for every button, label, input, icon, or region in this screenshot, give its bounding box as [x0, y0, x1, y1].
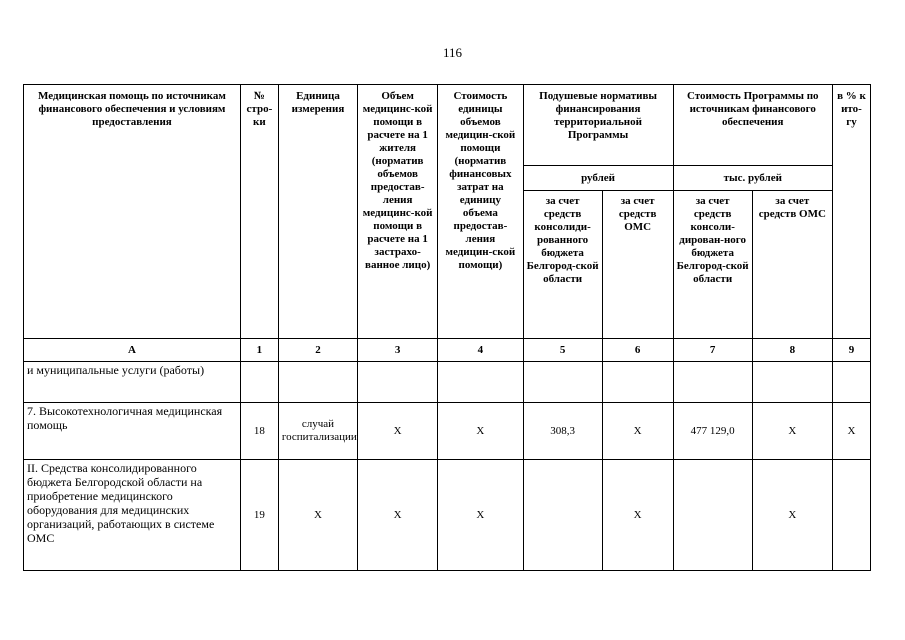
- table-row: [24, 403, 871, 460]
- header-program-cost-group: Стоимость Программы по источникам финансового обеспечения: [673, 85, 832, 166]
- row-program-budget: [673, 362, 752, 403]
- row-volume: Х: [358, 403, 438, 460]
- row-program-oms: [752, 362, 832, 403]
- row-name: 7. Высокотехнологичная медицинская помощь: [24, 403, 241, 460]
- row-per-capita-budget: [523, 460, 602, 571]
- table-row: [24, 460, 871, 571]
- column-number-row: [24, 339, 871, 362]
- column-number: 5: [523, 339, 602, 362]
- column-number: 1: [240, 339, 278, 362]
- column-number: 3: [358, 339, 438, 362]
- header-per-capita-oms: за счет средств ОМС: [602, 191, 673, 339]
- row-program-oms: Х: [752, 403, 832, 460]
- column-number: 7: [673, 339, 752, 362]
- row-volume: [358, 362, 438, 403]
- header-program-budget: за счет средств консоли-дирован-ного бюджета Белгород-ской области: [673, 191, 752, 339]
- header-volume: Объем медицинс-кой помощи в расчете на 1 жителя (норматив объемов предостав-ления медицинс-кой помощи в расчете на 1 застрахо-ванное лицо): [358, 85, 438, 339]
- header-unit: Единица измерения: [278, 85, 357, 339]
- header-medical-care: Медицинская помощь по источникам финансового обеспечения и условиям предоставления: [24, 85, 241, 339]
- table-row: [24, 362, 871, 403]
- row-per-capita-oms: [602, 362, 673, 403]
- column-number: А: [24, 339, 241, 362]
- row-name: II. Средства консолидированного бюджета Белгородской области на приобретение медицинского оборудования для медицинских организаций, работающих в системе ОМС: [24, 460, 241, 571]
- row-program-oms: Х: [752, 460, 832, 571]
- header-line-number: № стро-ки: [240, 85, 278, 339]
- header-percent: в % к ито-гу: [832, 85, 870, 339]
- header-unit-thous-rub: тыс. рублей: [673, 166, 832, 191]
- header-unit-cost: Стоимость единицы объемов медицин-ской помощи (норматив финансовых затрат на единицу объема предостав-ления медицин-ской помощи): [438, 85, 523, 339]
- column-number: 2: [278, 339, 357, 362]
- row-line-number: 19: [240, 460, 278, 571]
- header-per-capita-group: Подушевые нормативы финансирования территориальной Программы: [523, 85, 673, 166]
- row-line-number: [240, 362, 278, 403]
- column-number: 6: [602, 339, 673, 362]
- row-percent: Х: [832, 403, 870, 460]
- row-unit: Х: [278, 460, 357, 571]
- column-number: 8: [752, 339, 832, 362]
- row-name: и муниципальные услуги (работы): [24, 362, 241, 403]
- row-program-budget: [673, 460, 752, 571]
- row-unit: случай госпитализации: [278, 403, 357, 460]
- row-volume: Х: [358, 460, 438, 571]
- row-per-capita-oms: Х: [602, 403, 673, 460]
- row-unit-cost: [438, 362, 523, 403]
- row-unit: [278, 362, 357, 403]
- row-percent: [832, 362, 870, 403]
- financing-table: [23, 84, 871, 571]
- header-row-1: [24, 85, 871, 166]
- row-per-capita-budget: 308,3: [523, 403, 602, 460]
- header-unit-rub: рублей: [523, 166, 673, 191]
- column-number: 9: [832, 339, 870, 362]
- row-line-number: 18: [240, 403, 278, 460]
- column-number: 4: [438, 339, 523, 362]
- row-program-budget: 477 129,0: [673, 403, 752, 460]
- row-unit-cost: Х: [438, 403, 523, 460]
- page-number: 116: [442, 45, 463, 60]
- row-per-capita-budget: [523, 362, 602, 403]
- row-percent: [832, 460, 870, 571]
- row-unit-cost: Х: [438, 460, 523, 571]
- header-program-oms: за счет средств ОМС: [752, 191, 832, 339]
- row-per-capita-oms: Х: [602, 460, 673, 571]
- header-per-capita-budget: за счет средств консолиди-рованного бюджета Белгород-ской области: [523, 191, 602, 339]
